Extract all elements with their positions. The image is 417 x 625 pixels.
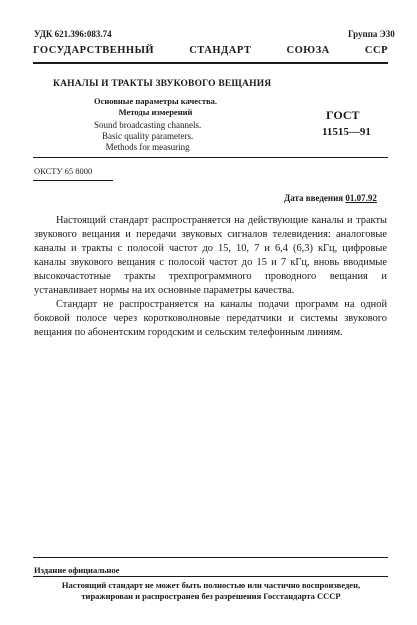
introduction-date — [284, 193, 377, 203]
okstu-code: ОКСТУ 65 8000 — [34, 166, 93, 176]
title-divider — [33, 157, 388, 158]
document-title: КАНАЛЫ И ТРАКТЫ ЗВУКОВОГО ВЕЩАНИЯ — [53, 79, 272, 89]
russian-subtitle-line-1: Основные параметры качества. — [94, 96, 218, 106]
english-title-line-2: Basic quality parameters. — [102, 131, 194, 141]
copyright-notice — [34, 580, 388, 602]
gost-label: ГОСТ — [326, 108, 360, 122]
english-title-line-1: Sound broadcasting channels. — [94, 120, 202, 130]
group-code: Группа Э30 — [348, 29, 395, 39]
body-paragraph-1: Настоящий стандарт распространяется на действующие каналы и тракты звукового вещания и передачи звуковых сигналов телевидения: аналоговые каналы и тракты с полосой частот до 15, 10, 7 и 6,4 (6,3) кГц, цифровые каналы звукового вещания с полосой частот до 15 и 7 кГц, вновь вводимые высокочастотные тракты трехпрограммного проводного вещания и устанавливает нормы на их основные параметры качества. — [34, 215, 387, 296]
udk-code: УДК 621.396:083.74 — [34, 29, 112, 39]
copyright-notice-line-2: тиражирован и распространен без разрешения Госстандарта СССР — [81, 591, 341, 601]
top-divider — [33, 62, 388, 64]
official-edition-label: Издание официальное — [34, 565, 120, 575]
introduction-date-label: Дата введения — [284, 193, 344, 203]
russian-subtitle — [94, 96, 217, 118]
russian-subtitle-line-2: Методы измерений — [118, 107, 193, 117]
gost-number: 11515—91 — [322, 126, 371, 138]
footer-divider-2 — [33, 576, 388, 577]
footer-divider — [33, 557, 388, 558]
state-standard-heading: ГОСУДАРСТВЕННЫЙ СТАНДАРТ СОЮЗА ССР — [33, 45, 388, 56]
english-title — [94, 120, 201, 153]
document-body — [34, 214, 387, 340]
copyright-notice-line-1: Настоящий стандарт не может быть полностью или частично воспроизведен, — [61, 580, 361, 590]
english-title-line-3: Methods for measuring — [105, 142, 190, 152]
introduction-date-value: 01.07.92 — [345, 193, 377, 203]
okstu-underline — [33, 180, 113, 181]
body-paragraph-2: Стандарт не распространяется на каналы подачи программ на одной боковой полосе через коротковолновые передатчики и системы звукового вещания по абонентским городским и сельским телефонным линиям. — [34, 299, 387, 338]
